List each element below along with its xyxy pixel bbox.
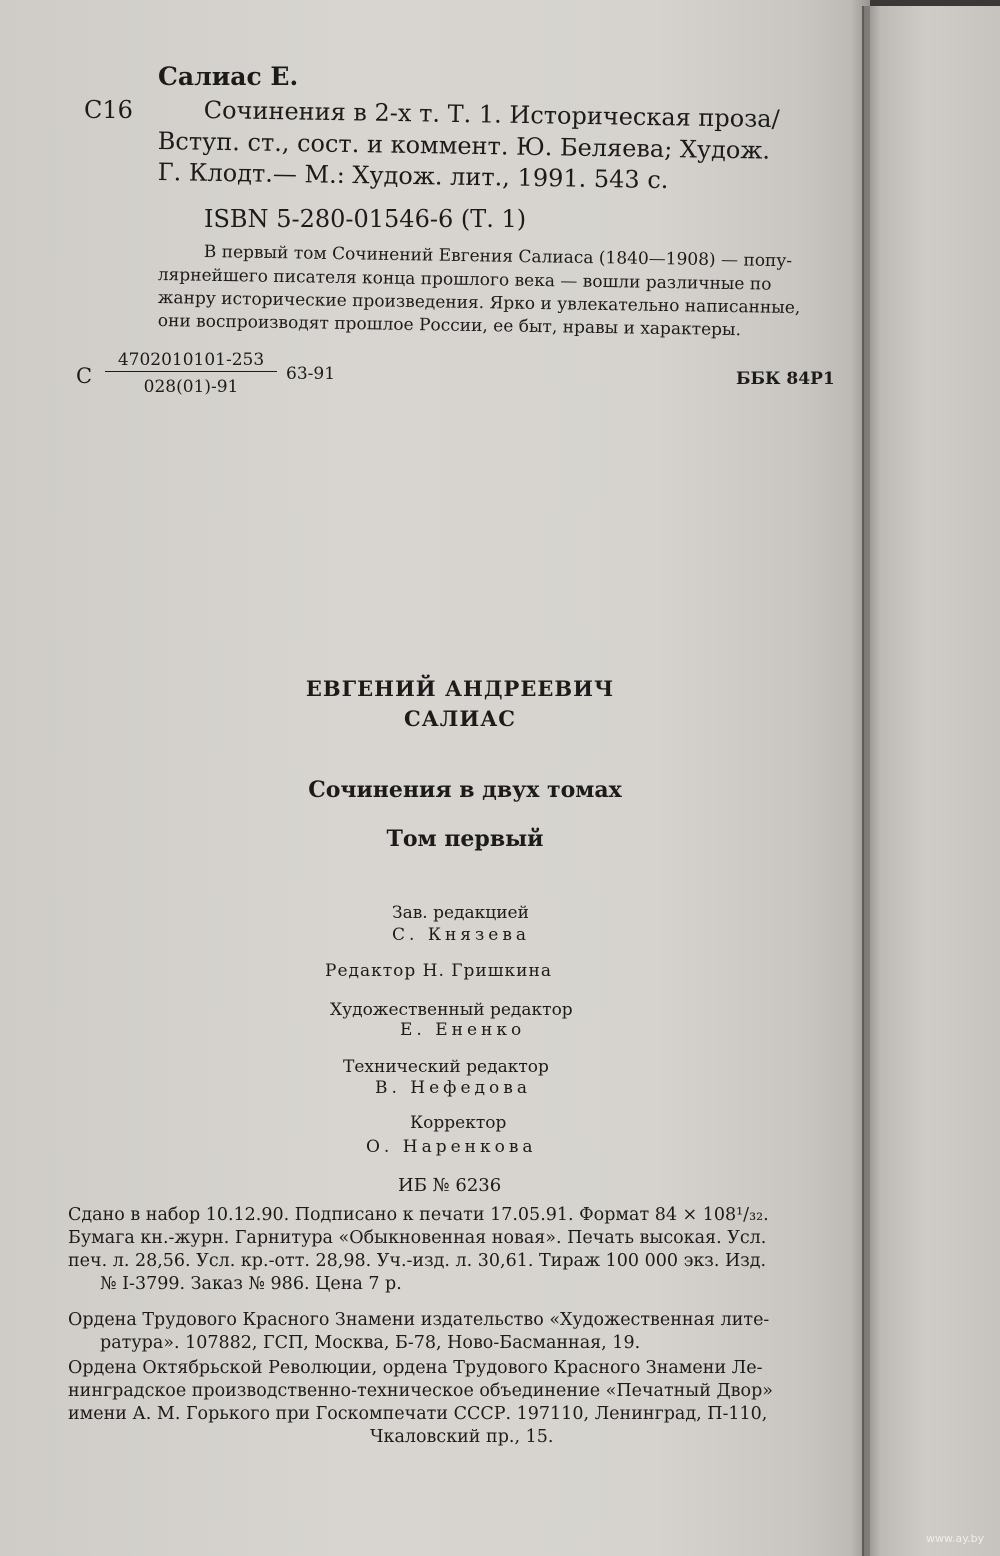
printer-line: Ордена Октябрьской Революции, ордена Трудового Красного Знамени Ле- bbox=[68, 1358, 763, 1378]
printer-line: нинградское производственно-техническое объединение «Печатный Двор» bbox=[68, 1381, 773, 1401]
publisher-line: ратура». 107882, ГСП, Москва, Б-78, Ново-Басманная, 19. bbox=[100, 1333, 641, 1353]
bbk-code: ББК 84Р1 bbox=[736, 369, 835, 389]
index-letter: С bbox=[76, 364, 93, 388]
catalog-author: Салиас Е. bbox=[158, 62, 299, 91]
catalog-line-1: Сочинения в 2-х т. Т. 1. Историческая проза/ bbox=[203, 96, 780, 134]
imprint-line: Бумага кн.-журн. Гарнитура «Обыкновенная новая». Печать высокая. Усл. bbox=[68, 1228, 767, 1248]
tech-editor-name: В. Нефедова bbox=[375, 1078, 531, 1098]
corrector-name: О. Наренкова bbox=[366, 1137, 537, 1157]
volume-title: Том первый bbox=[386, 826, 544, 852]
printer-line: Чкаловский пр., 15. bbox=[370, 1427, 554, 1447]
tech-editor-role: Технический редактор bbox=[343, 1057, 549, 1077]
imprint-line: печ. л. 28,56. Усл. кр.-отт. 28,98. Уч.-изд. л. 30,61. Тираж 100 000 экз. Изд. bbox=[68, 1251, 767, 1271]
watermark: www.ay.by bbox=[926, 1532, 985, 1545]
catalog-isbn: ISBN 5-280-01546-6 (Т. 1) bbox=[204, 205, 527, 233]
imprint-line: № I-3799. Заказ № 986. Цена 7 р. bbox=[100, 1274, 402, 1294]
annotation-line: жанру исторические произведения. Ярко и увлекательно написанные, bbox=[157, 288, 801, 319]
annotation-line: они воспроизводят прошлое России, ее быт, нравы и характеры. bbox=[157, 311, 742, 341]
printer-line: имени А. М. Горького при Госкомпечати СССР. 197110, Ленинград, П-110, bbox=[68, 1404, 768, 1424]
head-editor-role: Зав. редакцией bbox=[392, 903, 529, 923]
editor-credit: Редактор Н. Гришкина bbox=[325, 961, 552, 981]
author-surname: САЛИАС bbox=[403, 706, 517, 731]
publisher-line: Ордена Трудового Красного Знамени издательство «Художественная лите- bbox=[68, 1310, 770, 1330]
catalog-line-2: Вступ. ст., сост. и коммент. Ю. Беляева; Худож. bbox=[157, 127, 771, 165]
index-suffix: 63-91 bbox=[286, 364, 336, 384]
corrector-role: Корректор bbox=[410, 1113, 507, 1133]
head-editor-name: С. Князева bbox=[392, 925, 531, 945]
adjacent-page-edge bbox=[862, 6, 1000, 1556]
imprint-line: Сдано в набор 10.12.90. Подписано к печати 17.05.91. Формат 84 × 108¹/₃₂. bbox=[68, 1205, 769, 1225]
catalog-code: С16 bbox=[84, 96, 133, 124]
art-editor-name: Е. Ененко bbox=[400, 1020, 526, 1040]
work-title: Сочинения в двух томах bbox=[308, 777, 622, 803]
author-name: ЕВГЕНИЙ АНДРЕЕВИЧ bbox=[305, 676, 615, 701]
annotation-line: В первый том Сочинений Евгения Салиаса (1840—1908) — попу- bbox=[203, 242, 793, 272]
ib-number: ИБ № 6236 bbox=[398, 1175, 502, 1196]
catalog-line-3: Г. Клодт.— М.: Худож. лит., 1991. 543 с. bbox=[157, 158, 669, 195]
index-denominator: 028(01)-91 bbox=[143, 377, 239, 397]
art-editor-role: Художественный редактор bbox=[330, 1000, 573, 1020]
annotation-line: лярнейшего писателя конца прошлого века — вошли различные по bbox=[157, 265, 772, 295]
index-numerator: 4702010101-253 bbox=[105, 350, 277, 372]
